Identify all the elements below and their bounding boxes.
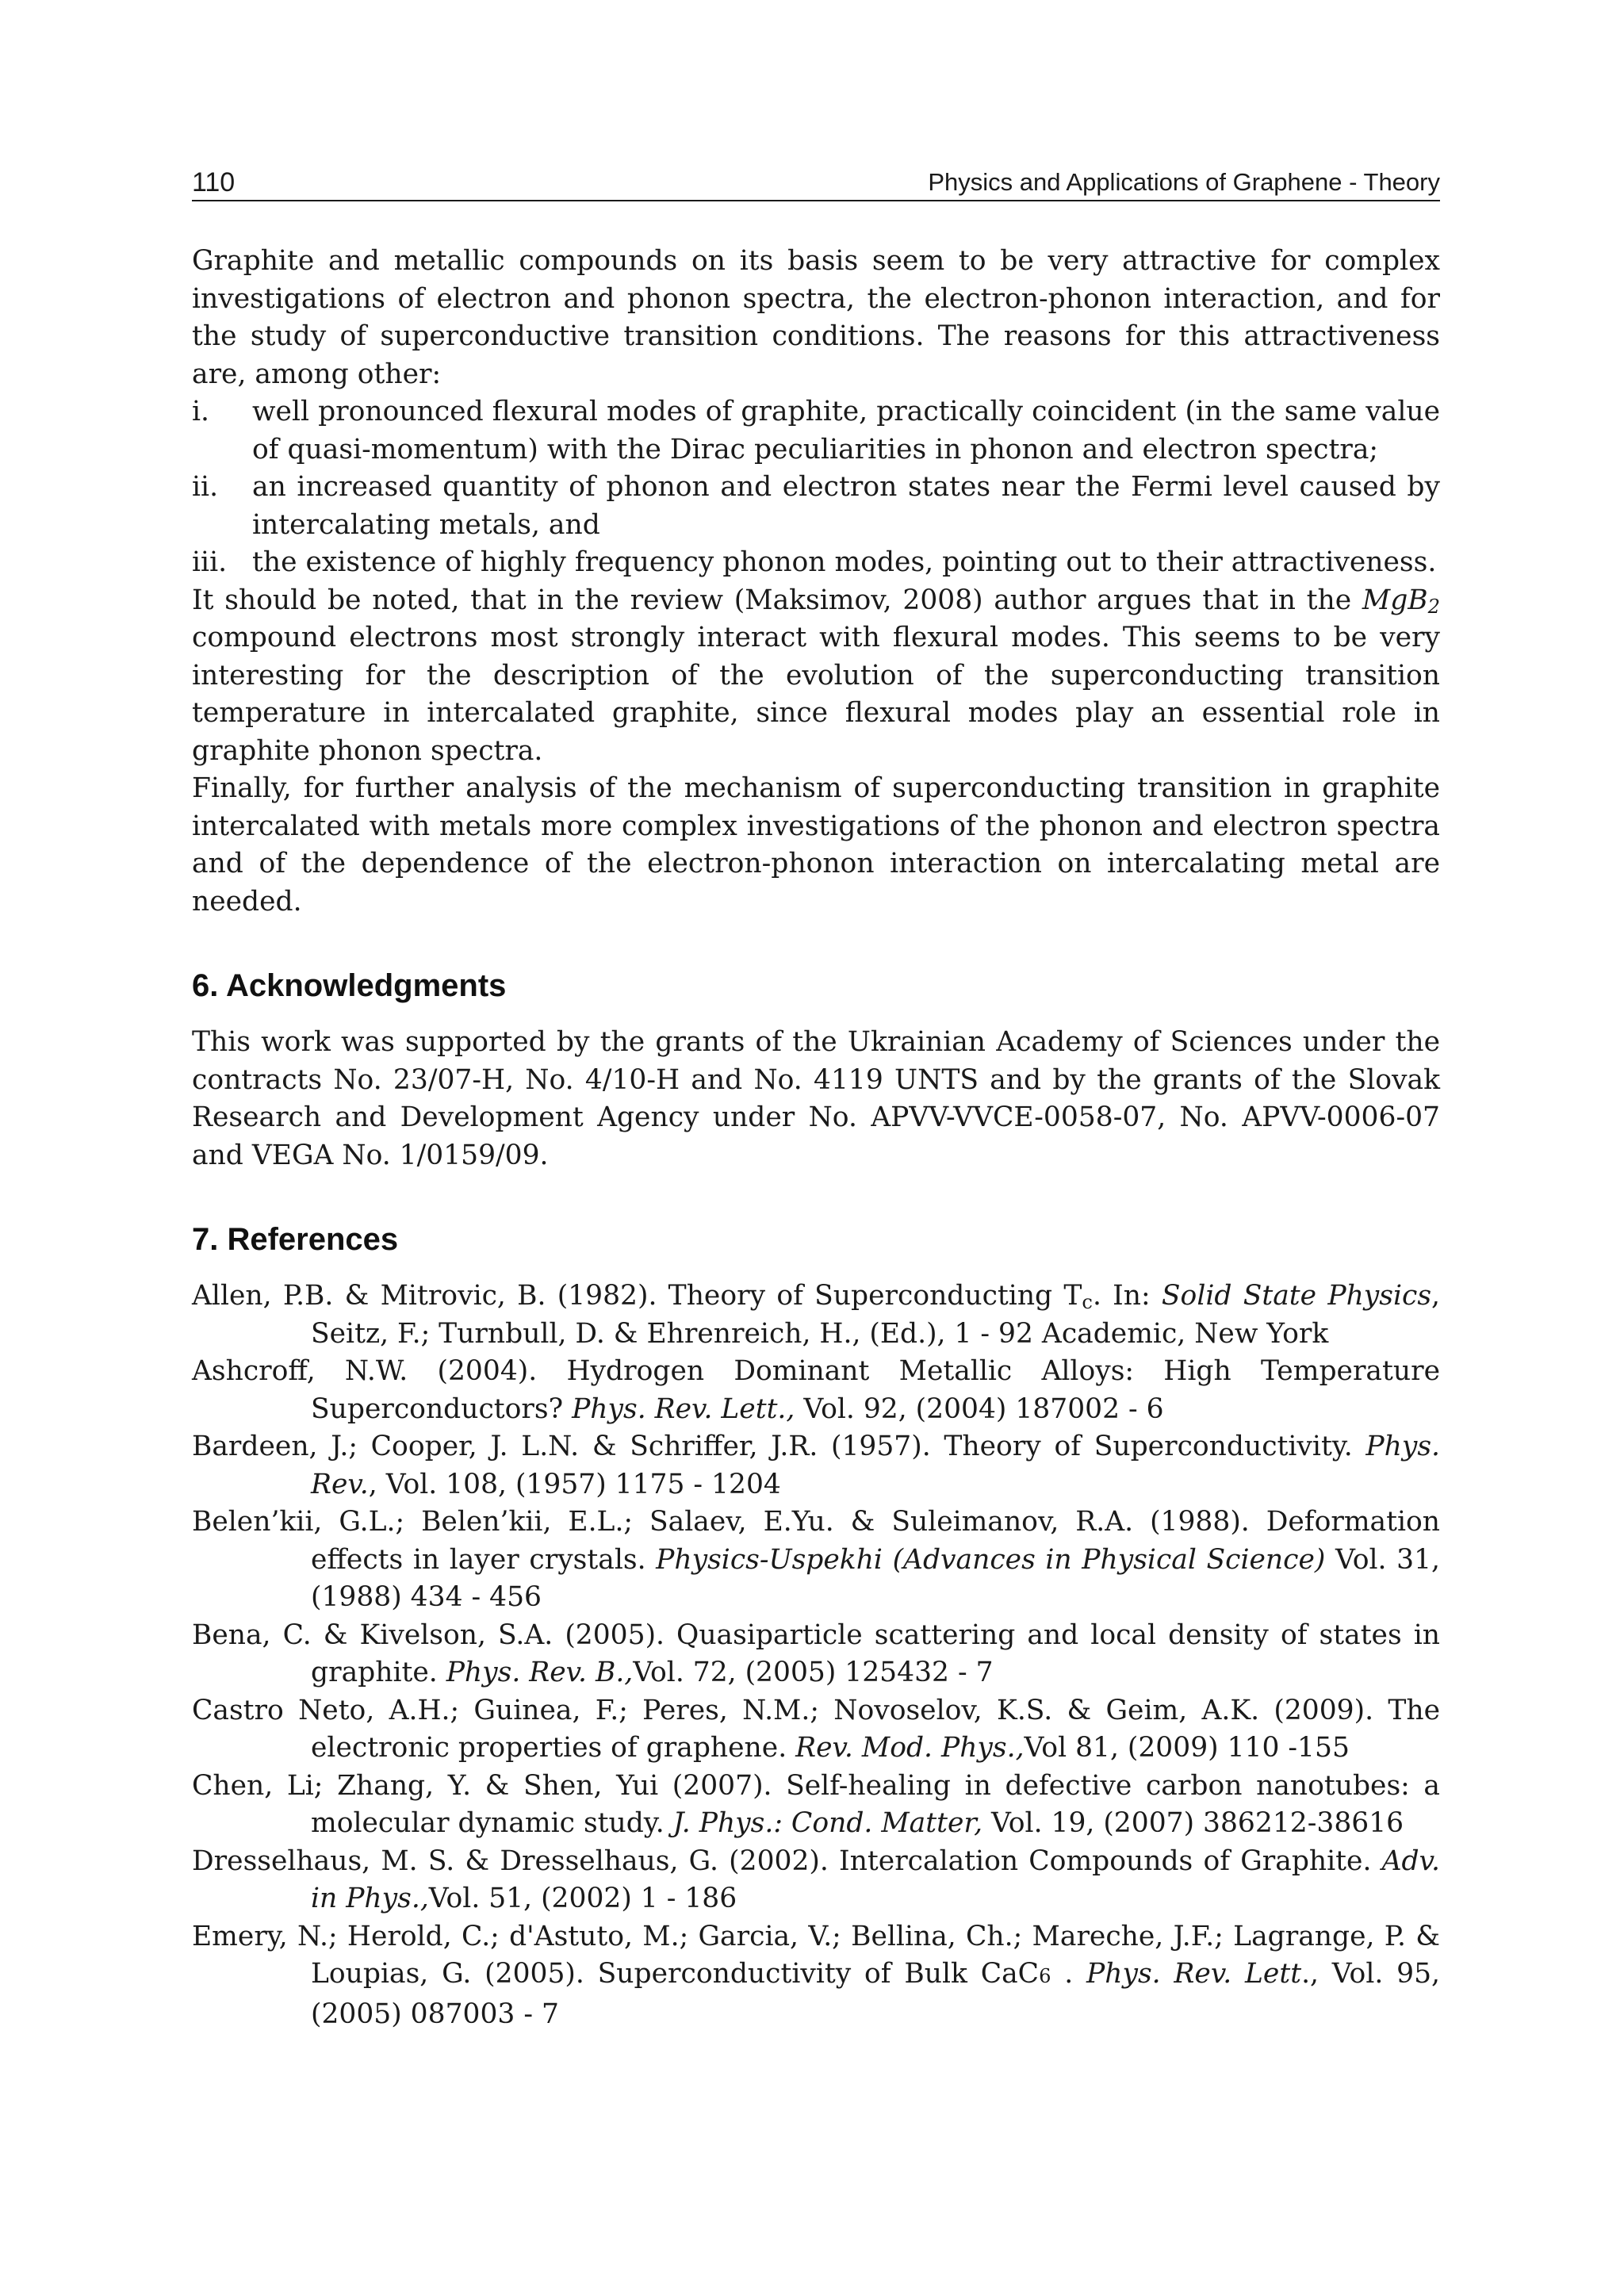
reasons-list [192,393,1440,582]
list-item [192,469,1440,544]
ref-text: Vol. 92, (2004) 187002 - 6 [795,1393,1164,1425]
ref-subscript: c [1082,1291,1093,1313]
main-text [192,243,1440,2033]
ref-text: ., Vol. 95, (2005) 087003 - 7 [311,1958,1440,2030]
ref-text: . In: [1092,1280,1162,1312]
page [192,167,1440,2033]
ref-text: Vol. 51, (2002) 1 - 186 [428,1883,737,1914]
ref-source: Solid State Physics [1161,1280,1432,1312]
list-item [192,544,1440,582]
ref-source: J. Phys.: Cond. Matter, [672,1807,983,1839]
ref-source: Adv. in Phys., [311,1845,1440,1914]
paragraph-text: compound electrons most strongly interact with flexural modes. This seems to be very interesting for the description of the evolution of the superconducting transition temperature in intercalated graphite, since flexural modes play an essential role in graphite phonon spectra. [192,622,1440,767]
ref-source: Phys. Rev. [311,1431,1440,1500]
acknowledgments-heading: 6. Acknowledgments [192,968,507,1003]
ref-text: . [1051,1958,1087,1990]
ref-text: Bardeen, J.; Cooper, J. L.N. & Schriffer, J.R. (1957). Theory of Superconductivity. [192,1431,1366,1462]
ref-subscript: 6 [1039,1965,1051,1987]
running-header [192,167,1440,201]
reference-item [192,1617,1440,1692]
reference-list [192,1278,1440,2033]
ref-text: Belen’kii, G.L.; Belen’kii, E.L.; Salaev, E.Yu. & Suleimanov, R.A. (1988). Deformation effects in layer crystals. [192,1506,1440,1576]
reference-item [192,1843,1440,1918]
ref-text: Castro Neto, A.H.; Guinea, F.; Peres, N.M.; Novoselov, K.S. & Geim, A.K. (2009). The electronic properties of graphene. [192,1694,1440,1764]
ref-text: Chen, Li; Zhang, Y. & Shen, Yui (2007). Self-healing in defective carbon nanotubes: a molecular dynamic study. [192,1769,1440,1839]
list-item-text: well pronounced flexural modes of graphite, practically coincident (in the same value of quasi-momentum) with the Dirac peculiarities in phonon and electron spectra; [252,396,1440,465]
running-title: Physics and Applications of Graphene - Theory [928,168,1440,196]
reference-item [192,1278,1440,1353]
formula-mgb2 [1362,584,1440,616]
formula-base: MgB [1362,584,1428,616]
ref-source: Phys. Rev. Lett., [572,1393,795,1425]
ref-text: Dresselhaus, M. S. & Dresselhaus, G. (2002). Intercalation Compounds of Graphite. [192,1845,1382,1877]
ref-text: Vol. 31, (1988) 434 - 456 [311,1543,1440,1613]
reference-item [192,1428,1440,1504]
formula-subscript: 2 [1427,595,1440,618]
ref-text: Vol. 72, (2005) 125432 - 7 [633,1657,994,1688]
ref-source: Phys. Rev. Lett [1086,1958,1302,1990]
list-item-text: the existence of highly frequency phonon modes, pointing out to their attractiveness. [252,546,1437,578]
reference-item [192,1692,1440,1768]
ref-source: Rev. Mod. Phys., [795,1732,1025,1764]
list-marker: ii. [192,471,219,503]
ref-source: Physics-Uspekhi (Advances in Physical Science) [656,1543,1326,1576]
page-number: 110 [192,167,236,197]
ref-text: Emery, N.; Herold, C.; d'Astuto, M.; Garcia, V.; Bellina, Ch.; Mareche, J.F.; Lagrange, P. & Loupias, G. (2005). Superconductivity of Bulk CaC [192,1920,1440,1990]
paragraph-text: It should be noted, that in the review (Maksimov, 2008) author argues that in the [192,584,1362,616]
list-marker: iii. [192,546,228,578]
intro-paragraph-2 [192,582,1440,771]
ref-text: Vol. 19, (2007) 386212-38616 [982,1807,1404,1839]
intro-paragraph-3: Finally, for further analysis of the mechanism of superconducting transition in graphite intercalated with metals more complex investigations of the phonon and electron spectra and of the dependence of the electron-phonon interaction on intercalating metal are needed. [192,772,1440,918]
ref-text: , Vol. 108, (1957) 1175 - 1204 [368,1468,781,1500]
reference-item [192,1504,1440,1617]
ref-text: Vol 81, (2009) 110 -155 [1024,1732,1350,1764]
acknowledgments-text: This work was supported by the grants of the Ukrainian Academy of Sciences under the contracts No. 23/07-H, No. 4/10-H and No. 4119 UNTS and by the grants of the Slovak Research and Development Agency under No. APVV-VVCE-0058-07, No. APVV-0006-07 and VEGA No. 1/0159/09. [192,1026,1440,1171]
list-item [192,393,1440,469]
ref-text: Ashcroff, N.W. (2004). Hydrogen Dominant Metallic Alloys: High Temperature Superconductors? [192,1355,1440,1425]
ref-text: Bena, C. & Kivelson, S.A. (2005). Quasiparticle scattering and local density of states in graphite. [192,1619,1440,1688]
ref-text: , Seitz, F.; Turnbull, D. & Ehrenreich, H., (Ed.), 1 - 92 Academic, New York [311,1280,1441,1350]
list-marker: i. [192,396,210,427]
reference-item [192,1353,1440,1428]
reference-item [192,1918,1440,2034]
ref-source: Phys. Rev. B., [446,1657,634,1688]
references-heading: 7. References [192,1222,399,1257]
reference-item [192,1768,1440,1843]
intro-paragraph-1: Graphite and metallic compounds on its basis seem to be very attractive for complex investigations of electron and phonon spectra, the electron-phonon interaction, and for the study of superconductive transition conditions. The reasons for this attractiveness are, among other: [192,245,1440,390]
ref-text: Allen, P.B. & Mitrovic, B. (1982). Theory of Superconducting T [192,1280,1082,1312]
list-item-text: an increased quantity of phonon and electron states near the Fermi level caused by intercalating metals, and [252,471,1440,541]
